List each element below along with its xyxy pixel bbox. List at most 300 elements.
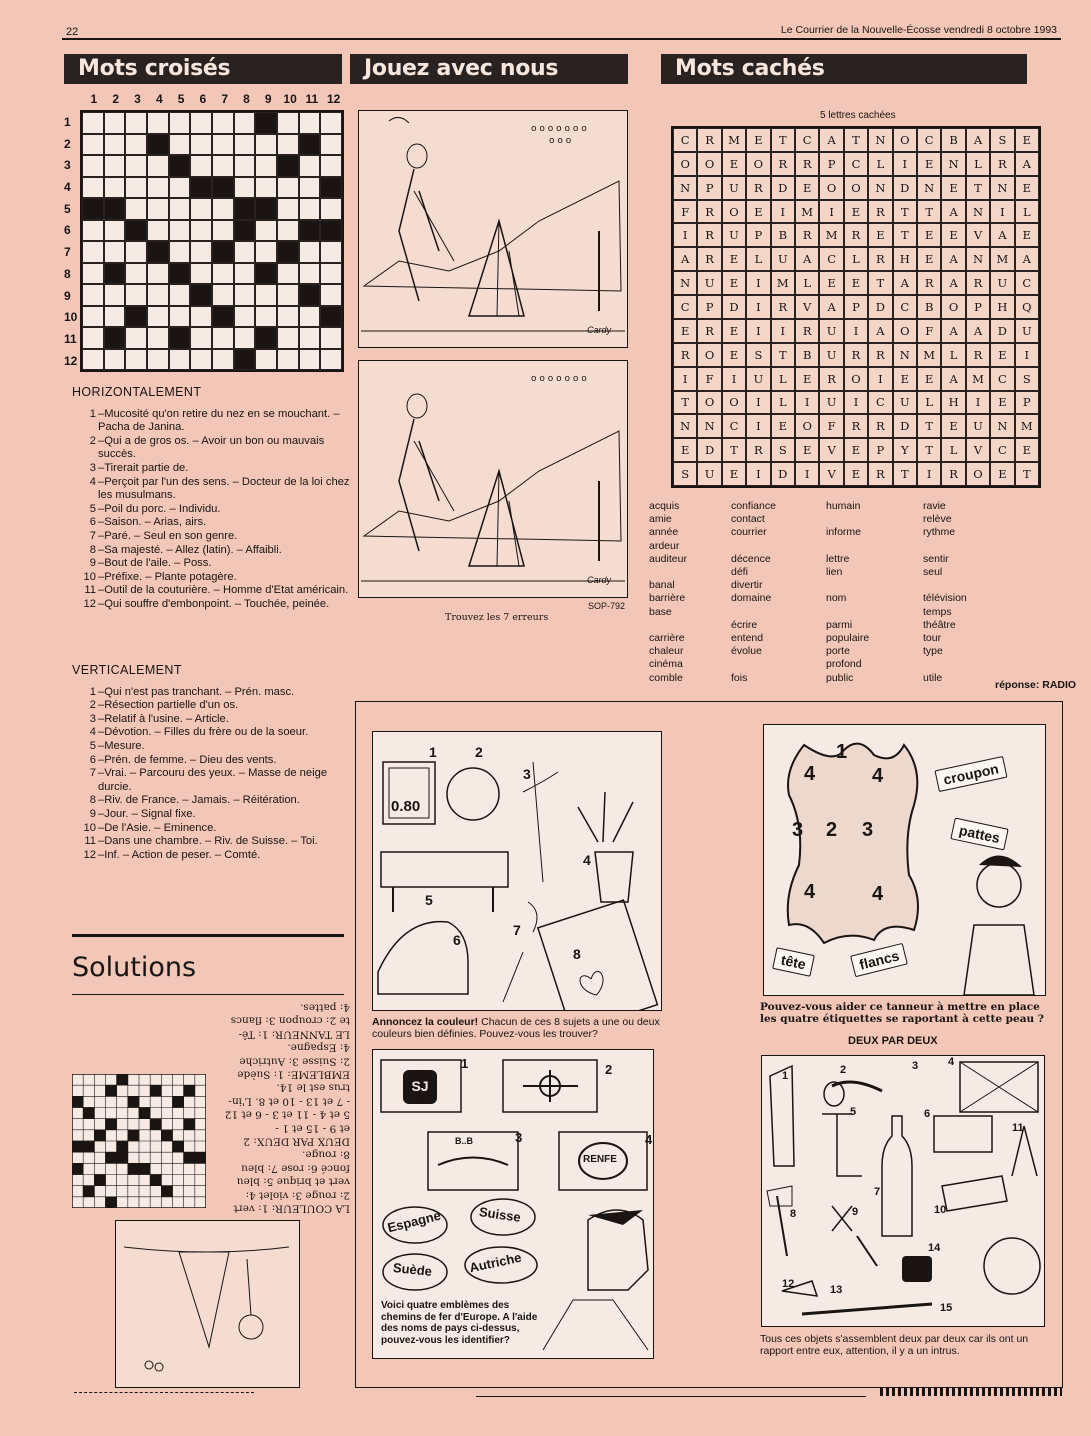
crossword-cell[interactable] <box>147 284 169 306</box>
crossword-cell[interactable] <box>212 220 234 242</box>
word-search-cell[interactable]: O <box>673 152 697 176</box>
word-search-cell[interactable]: V <box>819 438 843 462</box>
crossword-cell[interactable] <box>255 177 277 199</box>
word-search-cell[interactable]: I <box>746 295 770 319</box>
word-search-cell[interactable]: Y <box>893 438 917 462</box>
word-search-cell[interactable]: N <box>966 200 990 224</box>
word-search-cell[interactable]: E <box>795 438 819 462</box>
word-search-cell[interactable]: P <box>697 295 721 319</box>
word-search-cell[interactable]: U <box>746 367 770 391</box>
word-search-cell[interactable]: R <box>819 367 843 391</box>
word-search-cell[interactable]: C <box>722 414 746 438</box>
word-search-cell[interactable]: E <box>795 176 819 200</box>
word-search-cell[interactable]: R <box>673 343 697 367</box>
word-search-cell[interactable]: L <box>795 271 819 295</box>
crossword-cell[interactable] <box>277 327 299 349</box>
word-search-cell[interactable]: M <box>917 343 941 367</box>
crossword-cell[interactable] <box>169 177 191 199</box>
crossword-cell[interactable] <box>147 220 169 242</box>
crossword-cell[interactable] <box>234 155 256 177</box>
word-search-cell[interactable]: R <box>844 343 868 367</box>
word-search-cell[interactable]: C <box>819 247 843 271</box>
word-search-cell[interactable]: T <box>722 438 746 462</box>
crossword-cell[interactable] <box>255 155 277 177</box>
word-search-cell[interactable]: T <box>893 200 917 224</box>
word-search-cell[interactable]: I <box>893 152 917 176</box>
word-search-cell[interactable]: S <box>673 462 697 486</box>
crossword-cell[interactable] <box>104 112 126 134</box>
word-search-cell[interactable]: L <box>966 152 990 176</box>
crossword-cell[interactable] <box>255 306 277 328</box>
word-search-cell[interactable]: N <box>941 152 965 176</box>
word-search-cell[interactable]: I <box>673 223 697 247</box>
crossword-cell[interactable] <box>190 134 212 156</box>
word-search-cell[interactable]: M <box>990 247 1014 271</box>
word-search-cell[interactable]: M <box>819 223 843 247</box>
word-search-cell[interactable]: E <box>941 414 965 438</box>
word-search-cell[interactable]: I <box>966 391 990 415</box>
word-search-cell[interactable]: R <box>990 152 1014 176</box>
word-search-cell[interactable]: A <box>819 128 843 152</box>
crossword-cell[interactable] <box>320 349 342 371</box>
word-search-cell[interactable]: E <box>844 271 868 295</box>
word-search-cell[interactable]: D <box>893 414 917 438</box>
word-search-cell[interactable]: A <box>1015 247 1039 271</box>
word-search-cell[interactable]: O <box>697 343 721 367</box>
crossword-cell[interactable] <box>104 155 126 177</box>
word-search-cell[interactable]: Q <box>1015 295 1039 319</box>
word-search-cell[interactable]: N <box>868 128 892 152</box>
crossword-cell[interactable] <box>104 220 126 242</box>
word-search-cell[interactable]: L <box>1015 200 1039 224</box>
word-search-cell[interactable]: D <box>868 295 892 319</box>
crossword-cell[interactable] <box>320 327 342 349</box>
word-search-cell[interactable]: E <box>722 319 746 343</box>
word-search-cell[interactable]: E <box>990 462 1014 486</box>
crossword-cell[interactable] <box>277 220 299 242</box>
crossword-cell[interactable] <box>277 349 299 371</box>
word-search-cell[interactable]: R <box>697 319 721 343</box>
word-search-cell[interactable]: D <box>697 438 721 462</box>
crossword-cell[interactable] <box>147 306 169 328</box>
word-search-cell[interactable]: I <box>990 200 1014 224</box>
word-search-cell[interactable]: R <box>746 438 770 462</box>
word-search-cell[interactable]: L <box>746 247 770 271</box>
word-search-cell[interactable]: E <box>868 223 892 247</box>
crossword-cell[interactable] <box>212 198 234 220</box>
crossword-cell[interactable] <box>299 263 321 285</box>
word-search-cell[interactable]: T <box>917 438 941 462</box>
word-search-cell[interactable]: U <box>697 271 721 295</box>
crossword-cell[interactable] <box>125 198 147 220</box>
word-search-cell[interactable]: N <box>893 343 917 367</box>
crossword-cell[interactable] <box>190 112 212 134</box>
word-search-cell[interactable]: R <box>917 271 941 295</box>
crossword-cell[interactable] <box>169 241 191 263</box>
crossword-cell[interactable] <box>82 177 104 199</box>
word-search-cell[interactable]: N <box>868 176 892 200</box>
crossword-cell[interactable] <box>190 306 212 328</box>
word-search-cell[interactable]: R <box>941 462 965 486</box>
word-search-cell[interactable]: I <box>771 319 795 343</box>
word-search-cell[interactable]: D <box>990 319 1014 343</box>
word-search-cell[interactable]: E <box>990 391 1014 415</box>
word-search-cell[interactable]: A <box>893 271 917 295</box>
word-search-cell[interactable]: E <box>1015 438 1039 462</box>
word-search-cell[interactable]: C <box>893 295 917 319</box>
word-search-grid[interactable] <box>671 126 1041 488</box>
crossword-cell[interactable] <box>190 349 212 371</box>
crossword-cell[interactable] <box>190 263 212 285</box>
word-search-cell[interactable]: E <box>771 414 795 438</box>
word-search-cell[interactable]: L <box>771 391 795 415</box>
word-search-cell[interactable]: P <box>966 295 990 319</box>
crossword-cell[interactable] <box>147 177 169 199</box>
word-search-cell[interactable]: A <box>819 295 843 319</box>
crossword-cell[interactable] <box>125 134 147 156</box>
word-search-cell[interactable]: T <box>673 391 697 415</box>
word-search-cell[interactable]: E <box>844 438 868 462</box>
crossword-cell[interactable] <box>234 241 256 263</box>
crossword-cell[interactable] <box>82 112 104 134</box>
crossword-cell[interactable] <box>277 177 299 199</box>
crossword-cell[interactable] <box>82 349 104 371</box>
crossword-cell[interactable] <box>169 112 191 134</box>
word-search-cell[interactable]: H <box>893 247 917 271</box>
crossword-cell[interactable] <box>82 306 104 328</box>
word-search-cell[interactable]: L <box>941 343 965 367</box>
word-search-cell[interactable]: A <box>941 367 965 391</box>
word-search-cell[interactable]: E <box>673 438 697 462</box>
crossword-cell[interactable] <box>125 177 147 199</box>
crossword-cell[interactable] <box>169 220 191 242</box>
crossword-cell[interactable] <box>212 112 234 134</box>
crossword-cell[interactable] <box>82 241 104 263</box>
word-search-cell[interactable]: E <box>673 319 697 343</box>
word-search-cell[interactable]: C <box>673 295 697 319</box>
word-search-cell[interactable]: S <box>990 128 1014 152</box>
word-search-cell[interactable]: N <box>917 176 941 200</box>
word-search-cell[interactable]: E <box>722 343 746 367</box>
word-search-cell[interactable]: B <box>917 295 941 319</box>
crossword-cell[interactable] <box>277 112 299 134</box>
word-search-cell[interactable]: R <box>746 176 770 200</box>
word-search-cell[interactable]: O <box>844 367 868 391</box>
word-search-cell[interactable]: T <box>771 343 795 367</box>
word-search-cell[interactable]: I <box>722 367 746 391</box>
crossword-cell[interactable] <box>169 349 191 371</box>
word-search-cell[interactable]: O <box>893 128 917 152</box>
word-search-cell[interactable]: U <box>697 462 721 486</box>
word-search-cell[interactable]: C <box>795 128 819 152</box>
word-search-cell[interactable]: I <box>673 367 697 391</box>
crossword-cell[interactable] <box>125 241 147 263</box>
crossword-cell[interactable] <box>277 306 299 328</box>
crossword-cell[interactable] <box>299 155 321 177</box>
word-search-cell[interactable]: E <box>746 128 770 152</box>
word-search-cell[interactable]: E <box>917 223 941 247</box>
crossword-cell[interactable] <box>320 241 342 263</box>
word-search-cell[interactable]: P <box>868 438 892 462</box>
word-search-cell[interactable]: S <box>746 343 770 367</box>
crossword-cell[interactable] <box>320 112 342 134</box>
word-search-cell[interactable]: A <box>1015 152 1039 176</box>
word-search-cell[interactable]: R <box>844 223 868 247</box>
word-search-cell[interactable]: E <box>844 200 868 224</box>
crossword-cell[interactable] <box>299 198 321 220</box>
word-search-cell[interactable]: E <box>917 367 941 391</box>
word-search-cell[interactable]: A <box>868 319 892 343</box>
word-search-cell[interactable]: A <box>941 319 965 343</box>
word-search-cell[interactable]: A <box>673 247 697 271</box>
word-search-cell[interactable]: M <box>722 128 746 152</box>
word-search-cell[interactable]: U <box>722 223 746 247</box>
crossword-cell[interactable] <box>125 284 147 306</box>
word-search-cell[interactable]: V <box>819 462 843 486</box>
word-search-cell[interactable]: A <box>795 247 819 271</box>
crossword-cell[interactable] <box>299 327 321 349</box>
word-search-cell[interactable]: A <box>966 319 990 343</box>
crossword-cell[interactable] <box>147 112 169 134</box>
word-search-cell[interactable]: U <box>990 271 1014 295</box>
word-search-cell[interactable]: U <box>819 343 843 367</box>
word-search-cell[interactable]: V <box>966 223 990 247</box>
word-search-cell[interactable]: P <box>697 176 721 200</box>
word-search-cell[interactable]: D <box>893 176 917 200</box>
word-search-cell[interactable]: R <box>697 247 721 271</box>
word-search-cell[interactable]: T <box>1015 462 1039 486</box>
crossword-cell[interactable] <box>104 177 126 199</box>
crossword-cell[interactable] <box>190 155 212 177</box>
crossword-cell[interactable] <box>104 306 126 328</box>
crossword-cell[interactable] <box>320 263 342 285</box>
word-search-cell[interactable]: S <box>771 438 795 462</box>
crossword-cell[interactable] <box>212 327 234 349</box>
word-search-cell[interactable]: O <box>844 176 868 200</box>
word-search-cell[interactable]: E <box>941 223 965 247</box>
word-search-cell[interactable]: R <box>844 414 868 438</box>
word-search-cell[interactable]: T <box>868 271 892 295</box>
word-search-cell[interactable]: V <box>966 438 990 462</box>
word-search-cell[interactable]: E <box>1015 128 1039 152</box>
word-search-cell[interactable]: M <box>795 200 819 224</box>
word-search-cell[interactable]: R <box>966 271 990 295</box>
crossword-grid[interactable] <box>80 110 344 372</box>
word-search-cell[interactable]: L <box>844 247 868 271</box>
crossword-cell[interactable] <box>234 112 256 134</box>
crossword-cell[interactable] <box>277 198 299 220</box>
word-search-cell[interactable]: C <box>990 367 1014 391</box>
crossword-cell[interactable] <box>190 198 212 220</box>
word-search-cell[interactable]: H <box>990 295 1014 319</box>
crossword-cell[interactable] <box>190 220 212 242</box>
word-search-cell[interactable]: R <box>868 414 892 438</box>
crossword-cell[interactable] <box>212 284 234 306</box>
word-search-cell[interactable]: F <box>673 200 697 224</box>
word-search-cell[interactable]: I <box>917 462 941 486</box>
crossword-cell[interactable] <box>82 284 104 306</box>
crossword-cell[interactable] <box>147 349 169 371</box>
crossword-cell[interactable] <box>320 198 342 220</box>
word-search-cell[interactable]: E <box>746 200 770 224</box>
word-search-cell[interactable]: R <box>795 223 819 247</box>
word-search-cell[interactable]: A <box>941 271 965 295</box>
crossword-cell[interactable] <box>125 155 147 177</box>
word-search-cell[interactable]: I <box>746 462 770 486</box>
country-suede[interactable]: Suède <box>392 1260 433 1279</box>
tag-croupon[interactable]: croupon <box>934 756 1007 792</box>
word-search-cell[interactable]: N <box>697 414 721 438</box>
crossword-cell[interactable] <box>255 134 277 156</box>
word-search-cell[interactable]: P <box>1015 391 1039 415</box>
word-search-cell[interactable]: E <box>844 462 868 486</box>
crossword-cell[interactable] <box>82 263 104 285</box>
deux-box[interactable] <box>761 1055 1045 1327</box>
word-search-cell[interactable]: R <box>697 223 721 247</box>
word-search-cell[interactable]: U <box>819 319 843 343</box>
word-search-cell[interactable]: H <box>941 391 965 415</box>
crossword-cell[interactable] <box>320 134 342 156</box>
crossword-cell[interactable] <box>82 155 104 177</box>
word-search-cell[interactable]: U <box>722 176 746 200</box>
crossword-cell[interactable] <box>299 112 321 134</box>
word-search-cell[interactable]: A <box>941 247 965 271</box>
crossword-cell[interactable] <box>234 284 256 306</box>
crossword-cell[interactable] <box>299 177 321 199</box>
word-search-cell[interactable]: V <box>795 295 819 319</box>
word-search-cell[interactable]: C <box>844 152 868 176</box>
crossword-cell[interactable] <box>234 134 256 156</box>
word-search-cell[interactable]: T <box>917 414 941 438</box>
word-search-cell[interactable]: F <box>697 367 721 391</box>
word-search-cell[interactable]: I <box>795 391 819 415</box>
word-search-cell[interactable]: N <box>673 271 697 295</box>
word-search-cell[interactable]: E <box>917 152 941 176</box>
crossword-cell[interactable] <box>147 327 169 349</box>
word-search-cell[interactable]: E <box>819 271 843 295</box>
tanneur-box[interactable] <box>763 724 1046 996</box>
crossword-cell[interactable] <box>234 263 256 285</box>
word-search-cell[interactable]: L <box>941 438 965 462</box>
word-search-cell[interactable]: E <box>1015 176 1039 200</box>
word-search-cell[interactable]: O <box>966 462 990 486</box>
word-search-cell[interactable]: N <box>990 414 1014 438</box>
crossword-cell[interactable] <box>190 241 212 263</box>
word-search-cell[interactable]: N <box>990 176 1014 200</box>
crossword-cell[interactable] <box>169 306 191 328</box>
country-espagne[interactable]: Espagne <box>385 1207 443 1236</box>
word-search-cell[interactable]: C <box>1015 271 1039 295</box>
word-search-cell[interactable]: U <box>819 391 843 415</box>
word-search-cell[interactable]: R <box>966 343 990 367</box>
word-search-cell[interactable]: R <box>795 319 819 343</box>
crossword-cell[interactable] <box>234 306 256 328</box>
word-search-cell[interactable]: R <box>868 200 892 224</box>
crossword-cell[interactable] <box>169 198 191 220</box>
word-search-cell[interactable]: N <box>966 247 990 271</box>
word-search-cell[interactable]: U <box>966 414 990 438</box>
word-search-cell[interactable]: I <box>1015 343 1039 367</box>
crossword-cell[interactable] <box>299 241 321 263</box>
word-search-cell[interactable]: I <box>746 271 770 295</box>
word-search-cell[interactable]: R <box>771 152 795 176</box>
word-search-cell[interactable]: C <box>917 128 941 152</box>
crossword-cell[interactable] <box>255 241 277 263</box>
word-search-cell[interactable]: N <box>673 414 697 438</box>
word-search-cell[interactable]: I <box>844 319 868 343</box>
word-search-cell[interactable]: U <box>1015 319 1039 343</box>
crossword-cell[interactable] <box>299 349 321 371</box>
word-search-cell[interactable]: O <box>819 176 843 200</box>
word-search-cell[interactable]: I <box>746 319 770 343</box>
word-search-cell[interactable]: O <box>893 319 917 343</box>
crossword-cell[interactable] <box>320 284 342 306</box>
crossword-cell[interactable] <box>169 134 191 156</box>
word-search-cell[interactable]: T <box>893 223 917 247</box>
word-search-cell[interactable]: P <box>844 295 868 319</box>
cartoon-top[interactable] <box>358 110 628 348</box>
crossword-cell[interactable] <box>255 220 277 242</box>
word-search-cell[interactable]: L <box>917 391 941 415</box>
word-search-cell[interactable]: O <box>722 200 746 224</box>
crossword-cell[interactable] <box>277 263 299 285</box>
word-search-cell[interactable]: E <box>990 343 1014 367</box>
crossword-cell[interactable] <box>320 155 342 177</box>
word-search-cell[interactable]: R <box>771 295 795 319</box>
word-search-cell[interactable]: A <box>966 128 990 152</box>
word-search-cell[interactable]: I <box>746 391 770 415</box>
crossword-cell[interactable] <box>82 134 104 156</box>
crossword-cell[interactable] <box>212 134 234 156</box>
crossword-cell[interactable] <box>212 349 234 371</box>
word-search-cell[interactable]: I <box>819 200 843 224</box>
word-search-cell[interactable]: R <box>697 128 721 152</box>
word-search-cell[interactable]: I <box>746 414 770 438</box>
crossword-cell[interactable] <box>255 349 277 371</box>
word-search-cell[interactable]: R <box>795 152 819 176</box>
crossword-cell[interactable] <box>82 327 104 349</box>
word-search-cell[interactable]: E <box>1015 223 1039 247</box>
word-search-cell[interactable]: T <box>844 128 868 152</box>
word-search-cell[interactable]: E <box>722 247 746 271</box>
crossword-cell[interactable] <box>104 284 126 306</box>
crossword-cell[interactable] <box>255 284 277 306</box>
word-search-cell[interactable]: E <box>722 462 746 486</box>
word-search-cell[interactable]: C <box>990 438 1014 462</box>
word-search-cell[interactable]: M <box>966 367 990 391</box>
crossword-cell[interactable] <box>190 327 212 349</box>
word-search-cell[interactable]: T <box>893 462 917 486</box>
word-search-cell[interactable]: M <box>1015 414 1039 438</box>
word-search-cell[interactable]: E <box>941 176 965 200</box>
word-search-cell[interactable]: I <box>795 462 819 486</box>
word-search-cell[interactable]: I <box>868 367 892 391</box>
word-search-cell[interactable]: A <box>990 223 1014 247</box>
tag-flancs[interactable]: flancs <box>850 943 908 978</box>
word-search-cell[interactable]: O <box>722 391 746 415</box>
crossword-cell[interactable] <box>234 327 256 349</box>
word-search-cell[interactable]: E <box>722 271 746 295</box>
crossword-cell[interactable] <box>104 349 126 371</box>
word-search-cell[interactable]: C <box>868 391 892 415</box>
embleme-box[interactable] <box>372 1049 654 1359</box>
crossword-cell[interactable] <box>125 327 147 349</box>
tag-pattes[interactable]: pattes <box>950 817 1009 850</box>
crossword-cell[interactable] <box>125 349 147 371</box>
word-search-cell[interactable]: O <box>795 414 819 438</box>
crossword-cell[interactable] <box>147 198 169 220</box>
crossword-cell[interactable] <box>104 134 126 156</box>
